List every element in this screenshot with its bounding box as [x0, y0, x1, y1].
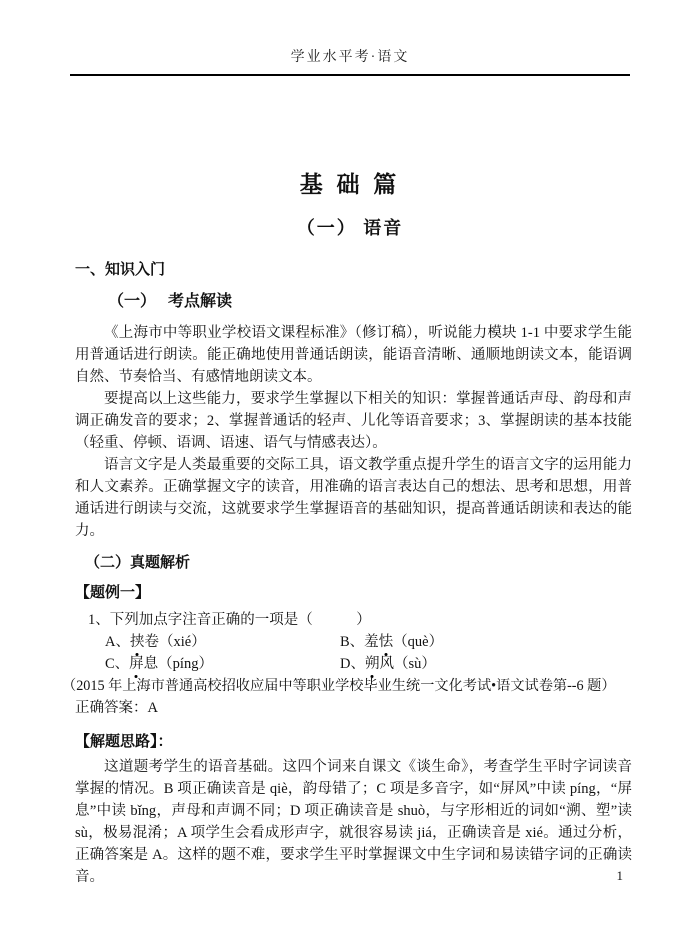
option-d-text: 风（sù） [379, 656, 436, 672]
option-b-prefix: B、羞 [340, 634, 379, 650]
paragraph-curriculum-standard: 《上海市中等职业学校语文课程标准》（修订稿），听说能力模块 1-1 中要求学生能用普通话进行朗读。能正确地使用普通话朗读，能语音清晰、通顺地朗读文本，能语调自然、节奏恰当、有感情地朗读文本。 [75, 325, 632, 385]
header-divider [70, 74, 630, 76]
content-column [62, 259, 632, 888]
options-row-2 [105, 653, 632, 675]
option-b [340, 631, 443, 653]
option-a-text: 卷（xié） [144, 634, 206, 650]
example-one-label: 【题例一】 [75, 585, 151, 601]
running-header-title: 学业水平考·语文 [290, 50, 410, 65]
options-row-1 [105, 631, 632, 653]
paragraph-language-importance: 语言文字是人类最重要的交际工具，语文教学重点提升学生的语言文字的运用能力和人文素养。正确掌握文字的读音，用准确的语言表达自己的想法、思考和思想，用普通话进行朗读与交流，这就要求学生掌握语音的基础知识，提高普通话朗读和表达的能力。 [75, 457, 632, 539]
subsection-heading-exam-points: （一） 考点解读 [108, 293, 233, 310]
option-a-prefix: A、 [105, 634, 130, 650]
option-a [105, 631, 340, 653]
page-number: 1 [616, 868, 623, 883]
correct-answer: 正确答案：A [75, 700, 158, 716]
option-b-dotted-char: 怯 [379, 631, 394, 653]
option-c-text: 息（píng） [143, 656, 213, 672]
question-stem: 1、下列加点字注音正确的一项是（ ） [88, 612, 371, 628]
option-c-dotted-char: 屏 [129, 653, 144, 675]
option-d [340, 653, 436, 675]
option-b-text: （què） [393, 634, 444, 650]
question-source-citation: （2015 年上海市普通高校招收应届中等职业学校毕业生统一文化考试•语文试卷第--6 题） [62, 678, 616, 694]
paragraph-solution-analysis: 这道题考学生的语音基础。这四个词来自课文《谈生命》，考查学生平时字词读音掌握的情况。B 项正确读音是 qiè，韵母错了；C 项是多音字，如“屏风”中读 píng，“屏息”中读 bǐng，声母和声调不同；D 项正确读音是 shuò，与字形相近的词如“溯、塑”读 sù，极易混淆；A 项学生会看成形声字，就很容易读 jiá，正确读音是 xié。通过分析，正确答案是 A。这样的题不难，要求学生平时掌握课文中生字词和易读错字词的正确读音。 [75, 759, 632, 885]
subsection-heading-real-question-analysis: （二）真题解析 [85, 555, 191, 571]
option-a-dotted-char: 挟 [130, 631, 145, 653]
solution-approach-label: 【解题思路】： [75, 734, 173, 750]
document-title: 基 础 篇 [299, 172, 401, 197]
section-heading-knowledge-intro: 一、知识入门 [75, 262, 166, 278]
option-c [105, 653, 340, 675]
option-d-dotted-char: 朔 [365, 653, 380, 675]
option-d-prefix: D、 [340, 656, 365, 672]
paragraph-required-knowledge: 要提高以上这些能力，要求学生掌握以下相关的知识：掌握普通话声母、韵母和声调正确发音的要求；2、掌握普通话的轻声、儿化等语音要求；3、掌握朗读的基本技能（轻重、停顿、语调、语速、语气与情感表达）。 [75, 391, 632, 451]
option-c-prefix: C、 [105, 656, 130, 672]
page-header [0, 0, 700, 76]
chapter-title: （一） 语音 [296, 218, 404, 238]
